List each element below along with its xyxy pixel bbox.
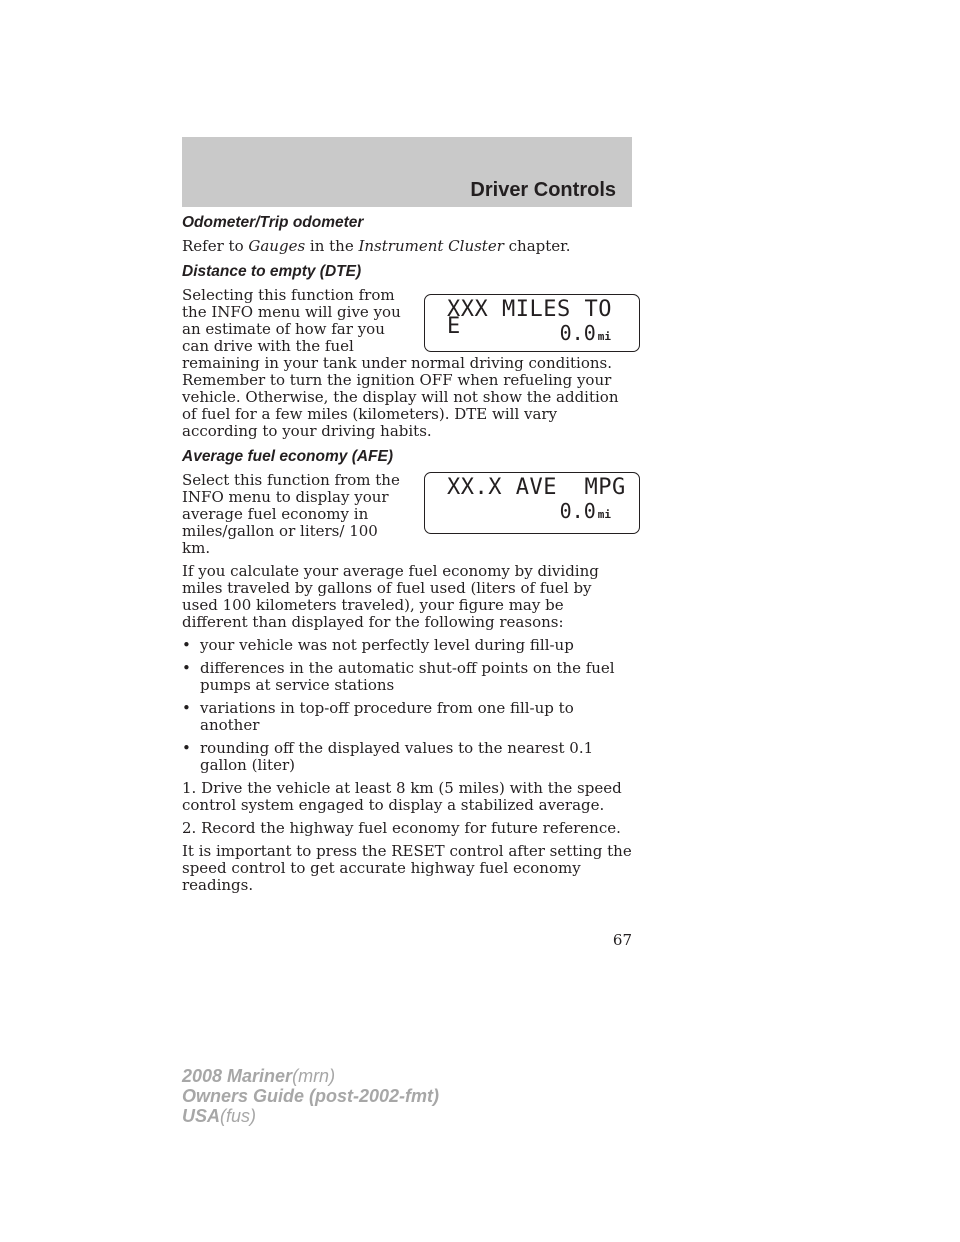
afe-display-line1: XX.X AVE MPG [447,475,626,500]
dte-display-value: 0.0 [559,321,596,345]
dte-display-line1: XXX MILES TO E [447,297,612,339]
footer [182,1066,439,1126]
afe-heading: Average fuel economy (AFE) [182,448,394,465]
ref-gauges: Gauges [248,237,306,255]
afe-display-value-line [559,499,611,523]
bullet-glyph: • [182,636,191,654]
ref-cluster: Instrument Cluster [358,237,504,255]
footer-line-1 [182,1066,439,1086]
page-number: 67 [612,931,632,949]
closing-paragraph: It is important to press the RESET control after setting the speed control to get accurate highway fuel economy readings. [182,842,632,894]
afe-display-illustration [424,472,640,534]
footer-line-2 [182,1086,439,1106]
list-item-text: differences in the automatic shut-off points on the fuel pumps at service stations [200,659,615,694]
footer-model: 2008 Mariner [182,1066,293,1086]
list-item [182,637,632,654]
footer-market-code: (fus) [220,1106,257,1126]
header-band [182,137,632,207]
list-item [182,740,632,774]
page-content [182,214,632,894]
dte-display-unit: mi [597,330,611,343]
step-2: 2. Record the highway fuel economy for future reference. [182,819,621,837]
dte-display-illustration [424,294,640,352]
afe-display-value: 0.0 [559,499,596,523]
list-item [182,660,632,694]
bullet-glyph: • [182,739,191,757]
odometer-reference [182,238,632,255]
list-item-text: rounding off the displayed values to the nearest 0.1 gallon (liter) [200,739,594,774]
section-title: Driver Controls [470,179,616,201]
list-item [182,700,632,734]
bullet-glyph: • [182,659,191,677]
footer-guide: Owners Guide (post-2002-fmt) [182,1086,440,1106]
afe-body-2: If you calculate your average fuel economy by dividing miles traveled by gallons of fuel used (liters of fuel by used 100 kilometers traveled), your figure may be different than displayed for the following reasons: [182,562,599,631]
afe-body-1: Select this function from the INFO menu to display your average fuel economy in miles/gallon or liters/ 100 km. [182,471,400,557]
reasons-list [182,637,632,774]
dte-body: Selecting this function from the INFO menu will give you an estimate of how far you can drive with the fuel remaining in your tank under normal driving conditions. Remember to turn the ignition OFF when refueling your vehicle. Otherwise, the display will not show the addition of fuel for a few miles (kilometers). DTE will vary according to your driving habits. [182,286,619,440]
dte-display-value-line [559,321,611,345]
ref-mid: in the [305,237,359,255]
list-item-text: variations in top-off procedure from one fill-up to another [200,699,574,734]
footer-line-3 [182,1106,439,1126]
footer-market: USA [182,1106,221,1126]
ref-suffix: chapter. [503,237,571,255]
bullet-glyph: • [182,699,191,717]
ref-prefix: Refer to [182,237,249,255]
afe-display-unit: mi [597,508,611,521]
dte-heading: Distance to empty (DTE) [182,263,362,280]
step-1: 1. Drive the vehicle at least 8 km (5 miles) with the speed control system engaged to display a stabilized average. [182,779,622,814]
footer-model-code: (mrn) [292,1066,336,1086]
list-item-text: your vehicle was not perfectly level during fill-up [200,636,574,654]
odometer-heading: Odometer/Trip odometer [182,214,364,231]
